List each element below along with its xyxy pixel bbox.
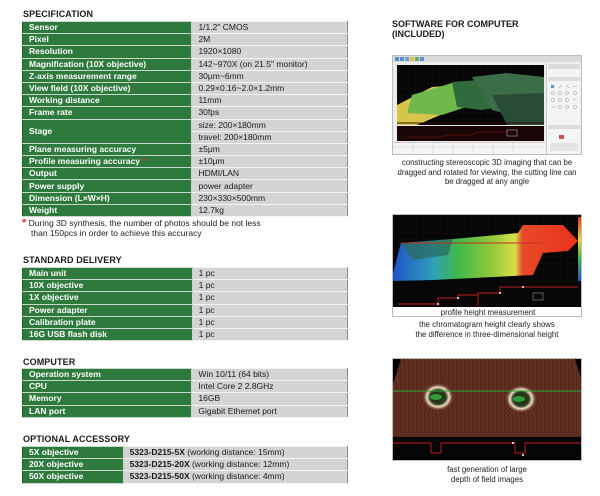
accessory-note: (working distance: 12mm) [189,459,290,470]
software-screenshot-depth-of-field [392,358,582,461]
asterisk-marker: * [22,217,27,229]
profile-panel [397,126,544,141]
spec-value: ±10μm [192,156,348,168]
data-table-panel [393,142,545,155]
delivery-qty: 1 pc [192,292,347,304]
caption-depth-of-field [392,465,582,484]
spec-row-frame-rate [23,107,348,119]
delivery-row [23,316,348,328]
toolbar-icon [415,57,419,61]
caption-line: dragged and rotated for viewing, the cutting line can [397,167,577,177]
computer-title: COMPUTER [23,357,76,367]
delivery-label: 16G USB flash disk [23,328,193,340]
caption-line: the chromatogram height clearly shows [419,320,555,329]
optional-accessory-title: OPTIONAL ACCESSORY [23,434,130,444]
spec-value: 12.7kg [192,204,348,216]
computer-row [23,381,348,393]
tool-panel [546,63,580,154]
spec-label: Resolution [23,46,192,58]
spec-label: Z-axis measurement range [23,70,192,82]
computer-label: Memory [23,393,192,405]
spec-label: Working distance [23,95,192,107]
spec-value: travel: 200×180mm [192,131,348,143]
spec-label: Frame rate [23,107,192,119]
delivery-row [23,292,348,304]
specification-title: SPECIFICATION [23,9,94,19]
accessory-note: (working distance: 4mm) [189,471,285,482]
spec-row-sensor [23,22,348,34]
chromatogram-height-render [393,215,582,285]
delivery-row [23,328,348,340]
spec-label: Power supply [23,180,192,192]
height-map-viewport [393,215,582,285]
accessory-row [23,447,348,459]
toolbar-icon [405,57,409,61]
profile-height-label-box [393,307,582,317]
specification-footnote [22,218,261,238]
delivery-qty: 1 pc [192,304,347,316]
spec-value: 230×330×500mm [192,192,348,204]
spec-value: 0.29×0.16~2.0×1.2mm [192,82,348,94]
accessory-label: 50X objective [23,471,124,483]
standard-delivery-title: STANDARD DELIVERY [23,255,122,265]
computer-value: 16GB [192,393,348,405]
software-title [392,19,519,39]
caption-line: depth of field images [451,474,523,484]
spec-row-stage [23,119,348,131]
spec-row-profile-accuracy [23,156,348,168]
optional-accessory-table [22,446,348,484]
software-screenshot-profile-height [392,214,582,317]
spec-row-working-distance [23,95,348,107]
caption-line: be dragged at any angle [444,177,530,186]
accessory-row [23,471,348,483]
toolbar-icon [420,57,424,61]
spec-row-view-field [23,82,348,94]
computer-label: CPU [23,381,192,393]
delivery-qty: 1 pc [192,328,347,340]
depth-of-field-render [393,359,582,461]
accessory-value [123,459,347,471]
computer-label: Operation system [23,369,192,381]
spec-label: Output [23,168,192,180]
accessory-value [123,471,347,483]
accessory-code: 5323-D215-5X [129,447,185,458]
spec-label: Stage [23,119,192,143]
spec-label: Magnification (10X objective) [23,58,192,70]
computer-row [23,393,348,405]
caption-line: the difference in three-dimensional height [415,329,559,339]
toolbar-icon [400,57,404,61]
spec-value: ±5μm [192,143,348,155]
asterisk-marker: * [142,156,146,167]
spec-row-resolution [23,46,348,58]
delivery-label: 10X objective [23,280,193,292]
accessory-code: 5323-D215-20X [129,459,190,470]
delivery-row [23,280,348,292]
spec-row-dimension [23,192,348,204]
spec-row-z-axis-range [23,70,348,82]
spec-value: 1920×1080 [192,46,348,58]
spec-label: Pixel [23,34,192,46]
spec-label: Profile measuring accuracy [29,156,141,167]
spec-row-weight [23,204,348,216]
accessory-value [123,447,347,459]
spec-value: 142~970X (on 21.5" monitor) [192,58,348,70]
spec-label: Sensor [23,22,192,34]
delivery-qty: 1 pc [192,316,347,328]
spec-row-power-supply [23,180,348,192]
software-title-line-1: SOFTWARE FOR COMPUTER [392,19,519,29]
delivery-qty: 1 pc [192,268,347,280]
spec-label-cell [23,156,192,168]
spec-label: Weight [23,204,192,216]
standard-delivery-table [22,267,348,341]
specification-table [22,21,348,217]
spec-value: size: 200×180mm [192,119,348,131]
delivery-label: Calibration plate [23,316,193,328]
window-titlebar [393,56,581,62]
spec-value: power adapter [192,180,348,192]
accessory-code: 5323-D215-50X [129,471,190,482]
spec-label: Plane measuring accuracy [23,143,192,155]
spec-value: 1/1.2" CMOS [192,22,348,34]
inset-label: profile height measurement [440,308,536,317]
caption-profile-height [392,320,582,339]
computer-row [23,369,348,381]
delivery-row [23,268,348,280]
toolbar-icon [410,57,414,61]
spec-value: 2M [192,34,348,46]
caption-line: fast generation of large [447,465,527,474]
3d-surface-render [397,65,544,125]
software-title-line-2: (INCLUDED) [392,29,445,39]
spec-row-magnification [23,58,348,70]
spec-value: 30fps [192,107,348,119]
computer-label: LAN port [23,405,192,417]
delivery-qty: 1 pc [192,280,347,292]
computer-value: Win 10/11 (64 bits) [192,369,348,381]
computer-value: Gigabit Ethernet port [192,405,348,417]
spec-row-pixel [23,34,348,46]
spec-row-output [23,168,348,180]
computer-row [23,405,348,417]
delivery-label: Main unit [23,268,193,280]
accessory-label: 20X objective [23,459,124,471]
spec-row-plane-accuracy [23,143,348,155]
spec-label: Dimension (L×W×H) [23,192,192,204]
3d-viewport [397,65,544,125]
footnote-line-2: than 150pcs in order to achieve this accuracy [31,228,202,238]
accessory-note: (working distance: 15mm) [184,447,285,458]
delivery-row [23,304,348,316]
spec-value: 30μm~6mm [192,70,348,82]
caption-line: constructing stereoscopic 3D imaging that can be [401,158,573,167]
computer-table [22,368,348,418]
caption-3d-imaging [392,158,582,187]
computer-value: Intel Core 2 2.8GHz [192,381,348,393]
software-screenshot-3d-imaging [392,55,582,155]
toolbar-icon [395,57,399,61]
accessory-row [23,459,348,471]
accessory-label: 5X objective [23,447,124,459]
footnote-line-1: During 3D synthesis, the number of photos should be not less [28,218,261,228]
spec-value: HDMI/LAN [192,168,348,180]
delivery-label: Power adapter [23,304,193,316]
spec-label: View field (10X objective) [23,82,192,94]
delivery-label: 1X objective [23,292,193,304]
spec-value: 11mm [192,95,348,107]
